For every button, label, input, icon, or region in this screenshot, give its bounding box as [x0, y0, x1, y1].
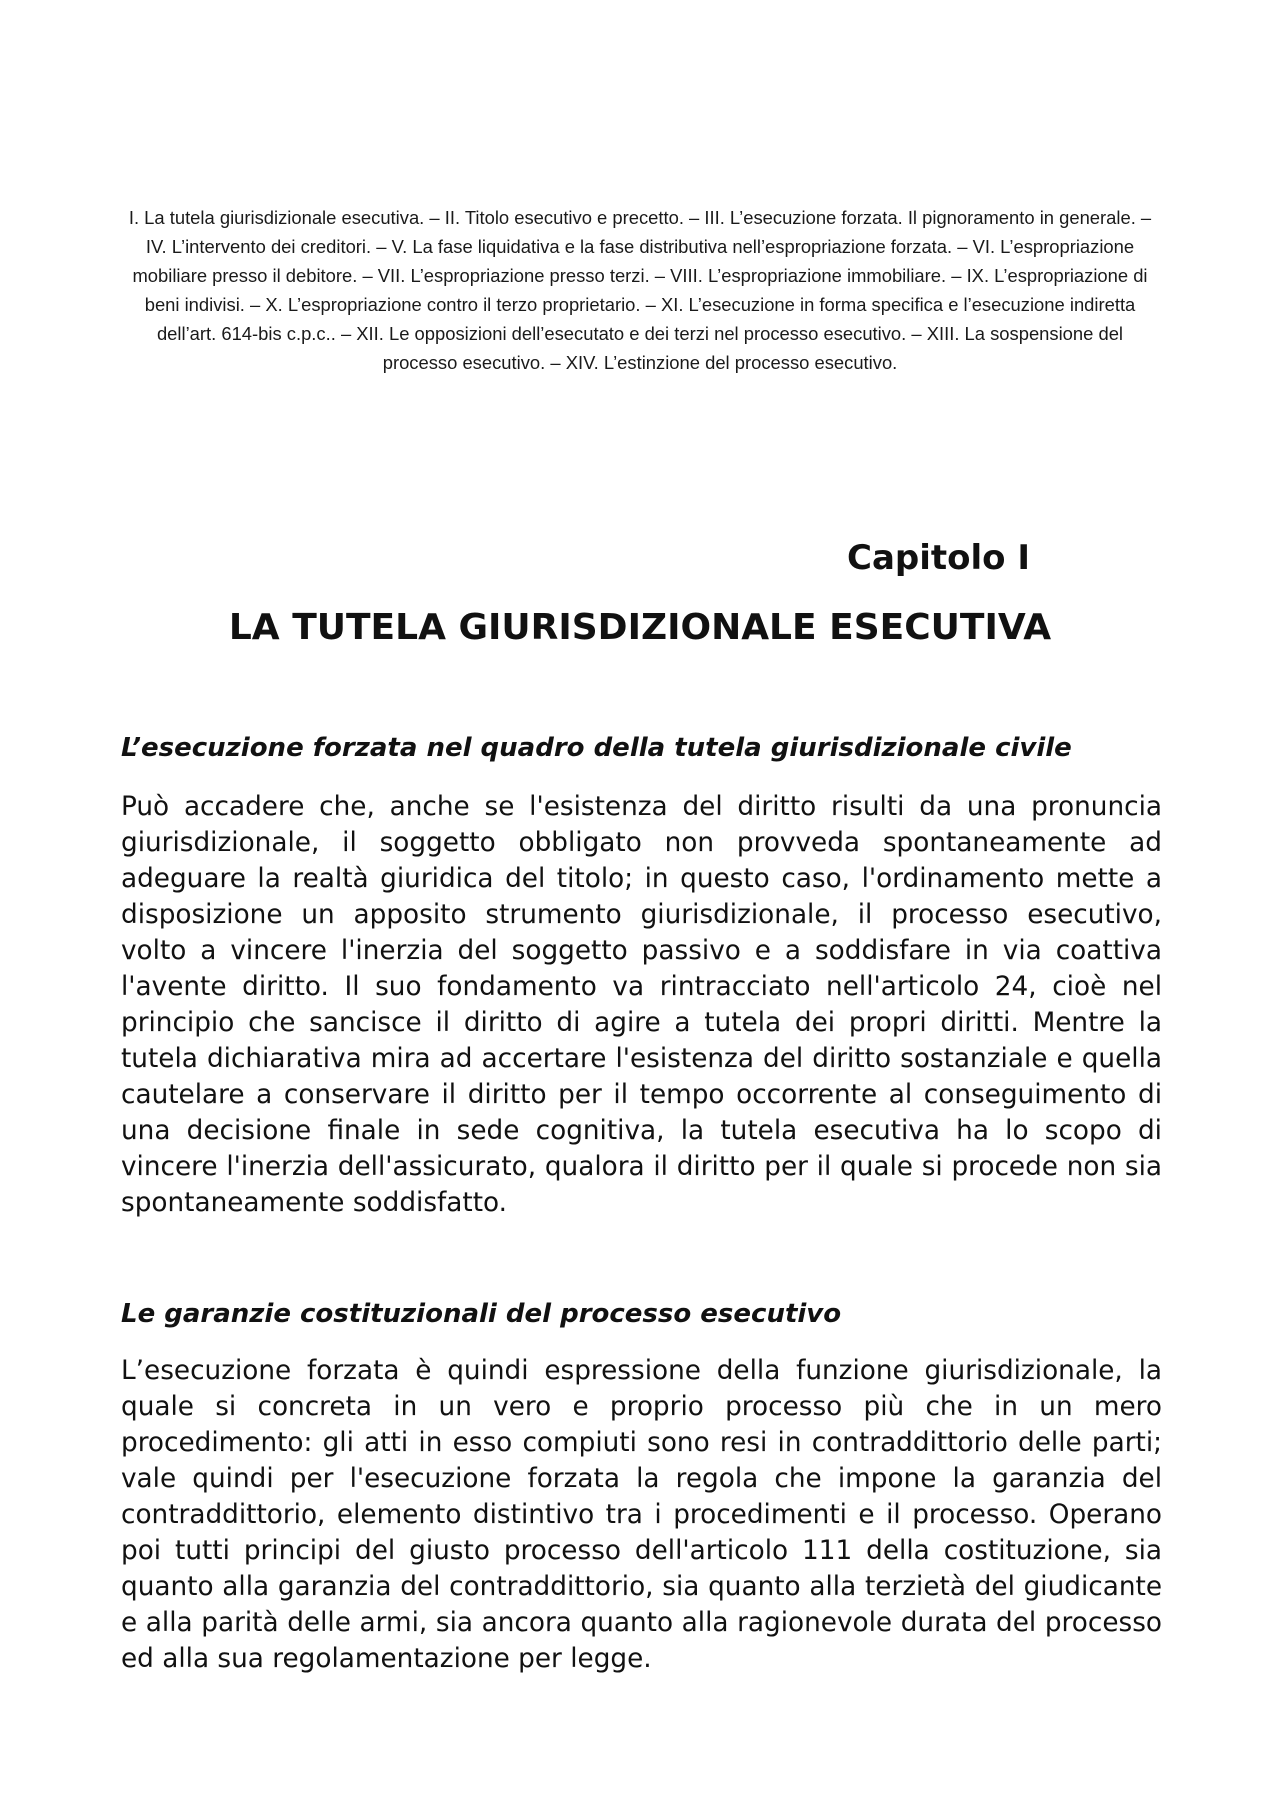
chapter-title: LA TUTELA GIURISDIZIONALE ESECUTIVA [228, 607, 1052, 648]
chapter-label: Capitolo I [847, 538, 1030, 578]
section-heading: Le garanzie costituzionali del processo esecutivo [121, 1299, 842, 1329]
chapter-summary: I. La tutela giurisdizionale esecutiva. – II. Titolo esecutivo e precetto. – III. L’esecuzione forzata. Il pignoramento in generale. – IV. L’intervento dei creditori. – V. La fase liquidativa e la fase distributiva nell’espropriazione forzata. – VI. L’espropriazione mobiliare presso il debitore. – VII. L’espropriazione presso terzi. – VIII. L’espropriazione immobiliare. – IX. L’espropriazione di beni indivisi. – X. L’espropriazione contro il terzo proprietario. – XI. L’esecuzione in forma specifica e l’esecuzione indiretta dell’art. 614-bis c.p.c.. – XII. Le opposizioni dell’esecutato e dei terzi nel processo esecutivo. – XIII. La sospensione del processo esecutivo. – XIV. L’estinzione del processo esecutivo. [128, 207, 1152, 373]
section-paragraph: L’esecuzione forzata è quindi espressione della funzione giurisdizionale, la quale si concreta in un vero e proprio processo più che in un mero procedimento: gli atti in esso compiuti sono resi in contraddittorio delle parti; vale quindi per l'esecuzione forzata la regola che impone la garanzia del contraddittorio, elemento distintivo tra i procedimenti e il processo. Operano poi tutti principi del giusto processo dell'articolo 111 della costituzione, sia quanto alla garanzia del contraddittorio, sia quanto alla terzietà del giudicante e alla parità delle armi, sia ancora quanto alla ragionevole durata del processo ed alla sua regolamentazione per legge. [121, 1356, 1162, 1674]
section-paragraph: Può accadere che, anche se l'esistenza del diritto risulti da una pronuncia giurisdizionale, il soggetto obbligato non provveda spontaneamente ad adeguare la realtà giuridica del titolo; in questo caso, l'ordinamento mette a disposizione un apposito strumento giurisdizionale, il processo esecutivo, volto a vincere l'inerzia del soggetto passivo e a soddisfare in via coattiva l'avente diritto. Il suo fondamento va rintracciato nell'articolo 24, cioè nel principio che sancisce il diritto di agire a tutela dei propri diritti. Mentre la tutela dichiarativa mira ad accertare l'esistenza del diritto sostanziale e quella cautelare a conservare il diritto per il tempo occorrente al conseguimento di una decisione finale in sede cognitiva, la tutela esecutiva ha lo scopo di vincere l'inerzia dell'assicurato, qualora il diritto per il quale si procede non sia spontaneamente soddisfatto. [121, 792, 1162, 1218]
section-heading: L’esecuzione forzata nel quadro della tutela giurisdizionale civile [121, 733, 1072, 763]
